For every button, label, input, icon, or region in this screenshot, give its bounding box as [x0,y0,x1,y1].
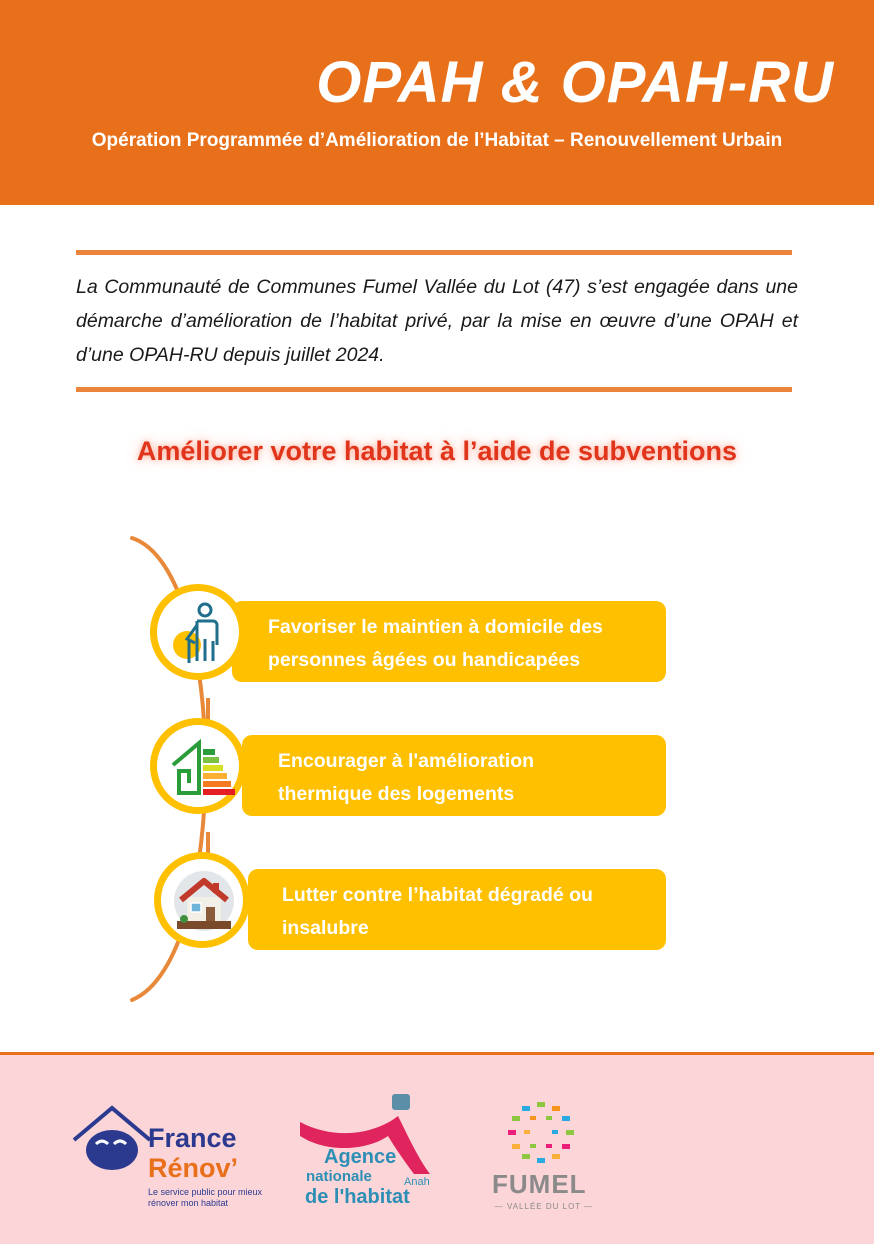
benefit-2-line-2: thermique des logements [278,783,515,805]
energy-house-icon [169,735,235,801]
page-title: OPAH & OPAH-RU [316,50,834,115]
anah-name-3: de l'habitat [305,1186,410,1208]
benefit-card-1-text [268,611,603,677]
fumel-name: FUMEL [492,1169,587,1199]
benefit-3-line-2: insalubre [282,917,369,939]
fumel-logo-icon [506,1100,576,1166]
france-renov-name-1: France [148,1123,237,1153]
france-renov-tagline: Le service public pour mieux rénover mon habitat [148,1187,263,1208]
section-headline: Améliorer votre habitat à l’aide de subventions [136,436,738,466]
benefit-1-badge [150,584,246,680]
divider-bottom [76,387,792,392]
anah-name-2: nationale [306,1168,372,1185]
anah-tag: Anah [404,1176,430,1188]
page-subtitle: Opération Programmée d’Amélioration de l’Habitat – Renouvellement Urbain [91,130,783,151]
fumel-subtitle-text: VALLÉE DU LOT [506,1202,582,1211]
benefit-1-line-2: personnes âgées ou handicapées [268,649,581,671]
benefit-1-line-1: Favoriser le maintien à domicile des [268,616,603,638]
benefit-card-3-text [282,879,593,945]
intro-paragraph: La Communauté de Communes Fumel Vallée du Lot (47) s’est engagée dans une démarche d’amélioration de l’habitat privé, par la mise en œuvre d’une OPAH et d’une OPAH-RU depuis juillet 2024. [76,276,798,366]
benefit-2-line-1: Encourager à l'amélioration [278,750,535,772]
anah-name-1: Agence [324,1146,397,1168]
header-banner [0,0,874,205]
divider-top [76,250,792,255]
elderly-person-icon [169,601,233,665]
france-renov-name-2: Rénov’ [148,1153,239,1183]
benefit-card-2-text [278,745,534,811]
benefit-3-badge [154,852,250,948]
benefit-3-line-1: Lutter contre l’habitat dégradé ou [282,884,593,906]
fumel-subtitle: — VALLÉE DU LOT — [494,1202,594,1211]
benefit-2-badge [150,718,246,814]
france-renov-logo-icon [72,1104,152,1170]
house-icon [173,869,235,933]
